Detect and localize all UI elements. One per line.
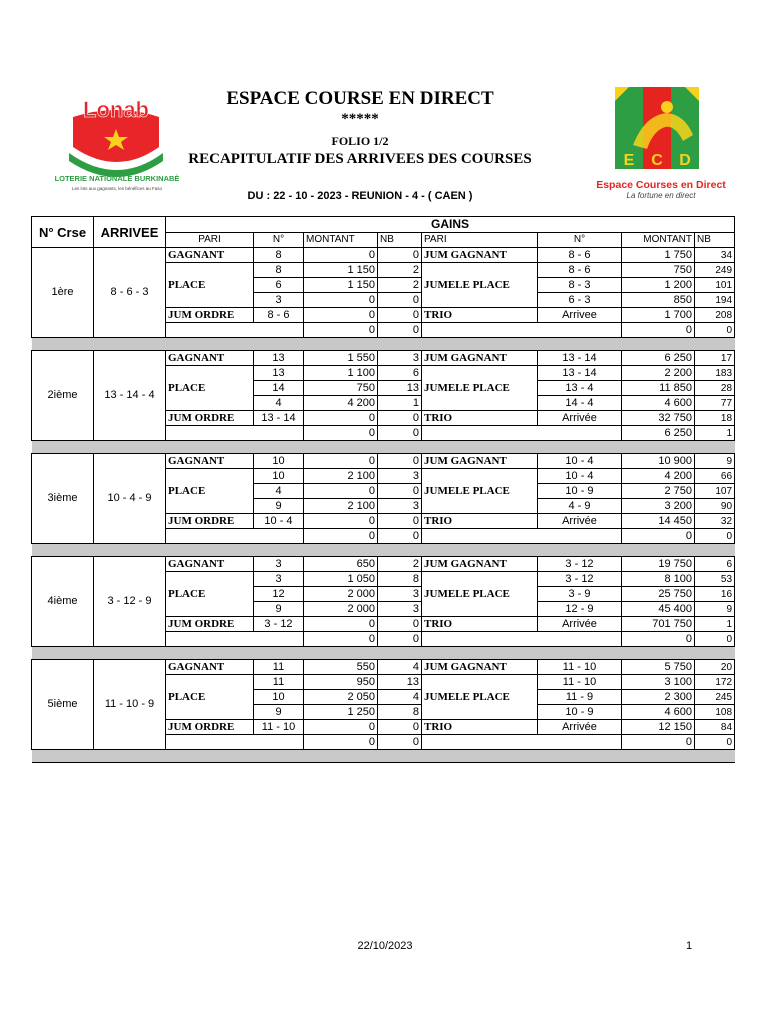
jum-ordre-nb: 0 [378, 308, 422, 323]
place-montant: 1 100 [304, 366, 378, 381]
col-pari-header: PARI [166, 232, 254, 248]
empty-cell [422, 323, 538, 338]
jumele-place-nb: 9 [695, 602, 735, 617]
lonab-logo-caption: LOTERIE NATIONALE BURKINABÈ [55, 174, 180, 183]
label-jumele-place: JUMELE PLACE [422, 366, 538, 411]
jum-ordre-num: 11 - 10 [254, 720, 304, 735]
place-montant: 2 000 [304, 587, 378, 602]
place-montant: 0 [304, 484, 378, 499]
jum-gagnant-nb: 20 [695, 660, 735, 675]
table-row [32, 454, 735, 469]
jumele-place-montant: 2 300 [622, 690, 695, 705]
jumele-place-montant: 45 400 [622, 602, 695, 617]
extra-montant: 0 [304, 323, 378, 338]
label-trio: TRIO [422, 617, 538, 632]
label-place: PLACE [166, 572, 254, 617]
jum-ordre-num: 10 - 4 [254, 514, 304, 529]
jumele-place-num: 10 - 9 [538, 484, 622, 499]
jumele-place-num: 3 - 12 [538, 572, 622, 587]
place-nb: 3 [378, 587, 422, 602]
jum-gagnant-nb: 17 [695, 351, 735, 366]
place-nb: 3 [378, 499, 422, 514]
jumele-place-nb: 194 [695, 293, 735, 308]
gagnant-num: 10 [254, 454, 304, 469]
table-row [32, 660, 735, 675]
place-num: 10 [254, 469, 304, 484]
race-separator [32, 647, 735, 660]
jumele-place-num: 3 - 9 [538, 587, 622, 602]
table-row [32, 557, 735, 572]
trio-extra-montant: 0 [622, 323, 695, 338]
col-montant-header-2: MONTANT [622, 232, 695, 248]
race-number: 3ième [32, 454, 94, 544]
page-title: ESPACE COURSE EN DIRECT [226, 88, 494, 109]
trio-nb: 18 [695, 411, 735, 426]
jumele-place-num: 13 - 14 [538, 366, 622, 381]
place-montant: 1 050 [304, 572, 378, 587]
place-montant: 2 100 [304, 499, 378, 514]
place-nb: 13 [378, 381, 422, 396]
jumele-place-num: 11 - 10 [538, 675, 622, 690]
place-montant: 1 150 [304, 263, 378, 278]
jumele-place-montant: 1 200 [622, 278, 695, 293]
col-pari-header-2: PARI [422, 232, 538, 248]
race-number: 5ième [32, 660, 94, 750]
gagnant-montant: 650 [304, 557, 378, 572]
place-num: 13 [254, 366, 304, 381]
empty-cell [422, 632, 538, 647]
jumele-place-montant: 4 200 [622, 469, 695, 484]
place-montant: 750 [304, 381, 378, 396]
empty-cell [254, 632, 304, 647]
race-arrivee: 10 - 4 - 9 [94, 454, 166, 544]
gagnant-nb: 3 [378, 351, 422, 366]
place-nb: 8 [378, 572, 422, 587]
folio-label: FOLIO 1/2 [331, 134, 389, 148]
jum-gagnant-num: 8 - 6 [538, 248, 622, 263]
col-num-header: N° Crse [32, 217, 94, 248]
table-row [32, 248, 735, 263]
ecd-logo-caption: Espace Courses en Direct [596, 179, 726, 191]
lonab-logo-tagline: Les lots aux gagnants, les bénéfices au Faso [71, 186, 163, 191]
label-gagnant: GAGNANT [166, 351, 254, 366]
extra-montant: 0 [304, 632, 378, 647]
label-place: PLACE [166, 263, 254, 308]
empty-cell [166, 323, 254, 338]
place-nb: 1 [378, 396, 422, 411]
label-jum-gagnant: JUM GAGNANT [422, 351, 538, 366]
jumele-place-num: 8 - 6 [538, 263, 622, 278]
page-number: 1 [686, 940, 693, 952]
label-gagnant: GAGNANT [166, 557, 254, 572]
table-row [32, 351, 735, 366]
jumele-place-nb: 101 [695, 278, 735, 293]
empty-cell [254, 323, 304, 338]
place-num: 9 [254, 499, 304, 514]
label-jumele-place: JUMELE PLACE [422, 263, 538, 308]
jum-gagnant-nb: 6 [695, 557, 735, 572]
jumele-place-montant: 25 750 [622, 587, 695, 602]
empty-cell [422, 426, 538, 441]
place-nb: 3 [378, 602, 422, 617]
jum-ordre-num: 8 - 6 [254, 308, 304, 323]
jumele-place-num: 8 - 3 [538, 278, 622, 293]
gagnant-montant: 550 [304, 660, 378, 675]
trio-num: Arrivee [538, 308, 622, 323]
jum-ordre-nb: 0 [378, 411, 422, 426]
place-num: 9 [254, 705, 304, 720]
label-gagnant: GAGNANT [166, 248, 254, 263]
label-jum-ordre: JUM ORDRE [166, 514, 254, 529]
jumele-place-nb: 249 [695, 263, 735, 278]
empty-cell [538, 735, 622, 750]
jum-gagnant-num: 3 - 12 [538, 557, 622, 572]
place-num: 4 [254, 484, 304, 499]
jumele-place-nb: 107 [695, 484, 735, 499]
jumele-place-montant: 850 [622, 293, 695, 308]
label-jum-gagnant: JUM GAGNANT [422, 248, 538, 263]
label-trio: TRIO [422, 514, 538, 529]
jumele-place-montant: 3 100 [622, 675, 695, 690]
jumele-place-nb: 183 [695, 366, 735, 381]
jum-ordre-num: 3 - 12 [254, 617, 304, 632]
race-separator [32, 441, 735, 454]
jumele-place-montant: 750 [622, 263, 695, 278]
extra-nb: 0 [378, 735, 422, 750]
place-montant: 2 100 [304, 469, 378, 484]
separator-cell [32, 441, 735, 454]
label-gagnant: GAGNANT [166, 454, 254, 469]
place-num: 3 [254, 572, 304, 587]
trio-num: Arrivée [538, 514, 622, 529]
race-arrivee: 11 - 10 - 9 [94, 660, 166, 750]
extra-montant: 0 [304, 426, 378, 441]
ecd-logo-letter-e: E [623, 152, 635, 169]
lonab-logo-brand: Lonab [83, 97, 149, 122]
jumele-place-montant: 4 600 [622, 705, 695, 720]
extra-nb: 0 [378, 426, 422, 441]
gagnant-nb: 4 [378, 660, 422, 675]
jumele-place-nb: 16 [695, 587, 735, 602]
jum-gagnant-montant: 10 900 [622, 454, 695, 469]
empty-cell [538, 426, 622, 441]
col-gains-header: GAINS [166, 217, 735, 233]
jumele-place-nb: 53 [695, 572, 735, 587]
empty-cell [254, 426, 304, 441]
trio-extra-nb: 1 [695, 426, 735, 441]
place-num: 4 [254, 396, 304, 411]
empty-cell [538, 632, 622, 647]
place-montant: 2 000 [304, 602, 378, 617]
jumele-place-nb: 108 [695, 705, 735, 720]
results-body [32, 248, 735, 763]
place-num: 9 [254, 602, 304, 617]
empty-cell [166, 735, 254, 750]
label-trio: TRIO [422, 308, 538, 323]
title-stars: ***** [341, 111, 379, 127]
jum-gagnant-montant: 1 750 [622, 248, 695, 263]
place-montant: 4 200 [304, 396, 378, 411]
gagnant-montant: 0 [304, 454, 378, 469]
place-montant: 0 [304, 293, 378, 308]
empty-cell [254, 735, 304, 750]
gagnant-montant: 1 550 [304, 351, 378, 366]
race-separator [32, 338, 735, 351]
ecd-logo-tagline: La fortune en direct [626, 191, 696, 200]
trio-extra-nb: 0 [695, 323, 735, 338]
jum-ordre-num: 13 - 14 [254, 411, 304, 426]
empty-cell [538, 323, 622, 338]
trio-montant: 1 700 [622, 308, 695, 323]
gagnant-nb: 2 [378, 557, 422, 572]
gagnant-num: 8 [254, 248, 304, 263]
jum-ordre-nb: 0 [378, 720, 422, 735]
place-nb: 3 [378, 469, 422, 484]
col-n-header: N° [254, 232, 304, 248]
jum-gagnant-montant: 5 750 [622, 660, 695, 675]
jum-ordre-montant: 0 [304, 411, 378, 426]
label-jum-gagnant: JUM GAGNANT [422, 660, 538, 675]
jum-ordre-nb: 0 [378, 514, 422, 529]
extra-nb: 0 [378, 632, 422, 647]
jumele-place-num: 4 - 9 [538, 499, 622, 514]
gagnant-nb: 0 [378, 454, 422, 469]
meeting-date-line: DU : 22 - 10 - 2023 - REUNION - 4 - ( CAEN ) [247, 190, 473, 202]
jum-ordre-nb: 0 [378, 617, 422, 632]
label-jum-ordre: JUM ORDRE [166, 411, 254, 426]
place-num: 3 [254, 293, 304, 308]
separator-cell [32, 544, 735, 557]
extra-nb: 0 [378, 529, 422, 544]
col-n-header-2: N° [538, 232, 622, 248]
jumele-place-nb: 172 [695, 675, 735, 690]
race-number: 2ième [32, 351, 94, 441]
extra-nb: 0 [378, 323, 422, 338]
jum-gagnant-nb: 34 [695, 248, 735, 263]
trio-extra-nb: 0 [695, 735, 735, 750]
empty-cell [538, 529, 622, 544]
place-num: 14 [254, 381, 304, 396]
race-separator [32, 544, 735, 557]
place-montant: 2 050 [304, 690, 378, 705]
separator-cell [32, 750, 735, 763]
trio-extra-nb: 0 [695, 529, 735, 544]
place-nb: 2 [378, 263, 422, 278]
jum-gagnant-montant: 19 750 [622, 557, 695, 572]
ecd-logo-letter-d: D [679, 152, 691, 169]
gagnant-num: 11 [254, 660, 304, 675]
jum-gagnant-num: 13 - 14 [538, 351, 622, 366]
jumele-place-montant: 4 600 [622, 396, 695, 411]
place-montant: 1 250 [304, 705, 378, 720]
place-montant: 950 [304, 675, 378, 690]
place-nb: 6 [378, 366, 422, 381]
ecd-logo [595, 85, 730, 200]
jumele-place-nb: 66 [695, 469, 735, 484]
jum-gagnant-num: 11 - 10 [538, 660, 622, 675]
place-nb: 2 [378, 278, 422, 293]
trio-extra-montant: 0 [622, 735, 695, 750]
trio-extra-montant: 0 [622, 529, 695, 544]
label-jumele-place: JUMELE PLACE [422, 675, 538, 720]
jumele-place-num: 10 - 4 [538, 469, 622, 484]
gagnant-nb: 0 [378, 248, 422, 263]
col-arrivee-header: ARRIVEE [94, 217, 166, 248]
separator-cell [32, 647, 735, 660]
empty-cell [422, 735, 538, 750]
col-montant-header: MONTANT [304, 232, 378, 248]
jum-ordre-montant: 0 [304, 720, 378, 735]
jum-ordre-montant: 0 [304, 514, 378, 529]
jumele-place-montant: 8 100 [622, 572, 695, 587]
empty-cell [254, 529, 304, 544]
trio-extra-nb: 0 [695, 632, 735, 647]
jum-ordre-montant: 0 [304, 308, 378, 323]
jumele-place-montant: 2 200 [622, 366, 695, 381]
jumele-place-nb: 90 [695, 499, 735, 514]
jumele-place-num: 10 - 9 [538, 705, 622, 720]
label-jumele-place: JUMELE PLACE [422, 469, 538, 514]
jumele-place-num: 12 - 9 [538, 602, 622, 617]
race-arrivee: 8 - 6 - 3 [94, 248, 166, 338]
trio-nb: 32 [695, 514, 735, 529]
label-jum-ordre: JUM ORDRE [166, 308, 254, 323]
trio-montant: 12 150 [622, 720, 695, 735]
jum-gagnant-montant: 6 250 [622, 351, 695, 366]
label-jum-gagnant: JUM GAGNANT [422, 557, 538, 572]
trio-nb: 84 [695, 720, 735, 735]
label-jum-ordre: JUM ORDRE [166, 617, 254, 632]
label-trio: TRIO [422, 720, 538, 735]
empty-cell [166, 426, 254, 441]
jumele-place-montant: 2 750 [622, 484, 695, 499]
jumele-place-num: 14 - 4 [538, 396, 622, 411]
jumele-place-num: 11 - 9 [538, 690, 622, 705]
label-jumele-place: JUMELE PLACE [422, 572, 538, 617]
place-num: 8 [254, 263, 304, 278]
empty-cell [166, 529, 254, 544]
race-separator [32, 750, 735, 763]
trio-nb: 208 [695, 308, 735, 323]
trio-montant: 32 750 [622, 411, 695, 426]
place-nb: 0 [378, 293, 422, 308]
ecd-logo-letter-c: C [651, 152, 663, 169]
jum-ordre-montant: 0 [304, 617, 378, 632]
page-subtitle: RECAPITULATIF DES ARRIVEES DES COURSES [188, 151, 532, 167]
place-nb: 4 [378, 690, 422, 705]
place-num: 11 [254, 675, 304, 690]
race-number: 4ième [32, 557, 94, 647]
gagnant-montant: 0 [304, 248, 378, 263]
label-place: PLACE [166, 675, 254, 720]
jumele-place-montant: 3 200 [622, 499, 695, 514]
place-num: 6 [254, 278, 304, 293]
race-arrivee: 3 - 12 - 9 [94, 557, 166, 647]
gagnant-num: 3 [254, 557, 304, 572]
results-table [31, 216, 735, 763]
jum-gagnant-num: 10 - 4 [538, 454, 622, 469]
gagnant-num: 13 [254, 351, 304, 366]
place-nb: 13 [378, 675, 422, 690]
place-num: 10 [254, 690, 304, 705]
extra-montant: 0 [304, 735, 378, 750]
place-num: 12 [254, 587, 304, 602]
trio-montant: 701 750 [622, 617, 695, 632]
jumele-place-montant: 11 850 [622, 381, 695, 396]
jumele-place-nb: 77 [695, 396, 735, 411]
label-trio: TRIO [422, 411, 538, 426]
trio-extra-montant: 0 [622, 632, 695, 647]
trio-num: Arrivée [538, 720, 622, 735]
label-jum-ordre: JUM ORDRE [166, 720, 254, 735]
trio-montant: 14 450 [622, 514, 695, 529]
col-nb-header-2: NB [695, 232, 735, 248]
jumele-place-nb: 28 [695, 381, 735, 396]
jumele-place-num: 6 - 3 [538, 293, 622, 308]
trio-num: Arrivée [538, 617, 622, 632]
col-nb-header: NB [378, 232, 422, 248]
empty-cell [422, 529, 538, 544]
trio-extra-montant: 6 250 [622, 426, 695, 441]
place-nb: 0 [378, 484, 422, 499]
label-place: PLACE [166, 366, 254, 411]
extra-montant: 0 [304, 529, 378, 544]
trio-num: Arrivée [538, 411, 622, 426]
place-nb: 8 [378, 705, 422, 720]
race-arrivee: 13 - 14 - 4 [94, 351, 166, 441]
race-number: 1ère [32, 248, 94, 338]
label-place: PLACE [166, 469, 254, 514]
jumele-place-num: 13 - 4 [538, 381, 622, 396]
jumele-place-nb: 245 [695, 690, 735, 705]
footer-date: 22/10/2023 [357, 940, 413, 952]
separator-cell [32, 338, 735, 351]
jum-gagnant-nb: 9 [695, 454, 735, 469]
label-gagnant: GAGNANT [166, 660, 254, 675]
place-montant: 1 150 [304, 278, 378, 293]
label-jum-gagnant: JUM GAGNANT [422, 454, 538, 469]
trio-nb: 1 [695, 617, 735, 632]
empty-cell [166, 632, 254, 647]
